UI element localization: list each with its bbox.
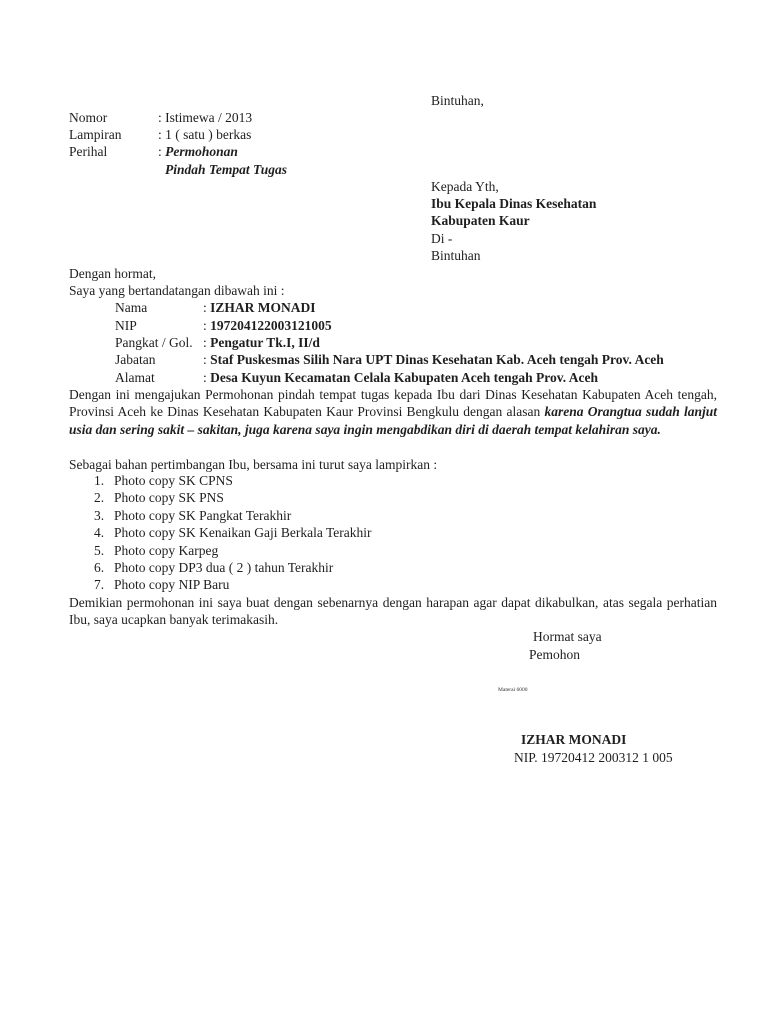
- list-number: 6.: [94, 560, 105, 576]
- identity-label: Pangkat / Gol.: [115, 335, 193, 350]
- recipient-line5: Bintuhan: [431, 248, 481, 263]
- nomor-value: : Istimewa / 2013: [158, 110, 253, 125]
- meta-nomor: [69, 109, 252, 126]
- perihal-value-1: Permohonan: [165, 144, 238, 159]
- list-item: [69, 472, 372, 489]
- body-paragraph: [69, 386, 717, 438]
- identity-value: 197204122003121005: [210, 318, 332, 333]
- identity-colon: :: [203, 300, 211, 315]
- identity-colon: :: [203, 370, 211, 385]
- perihal-colon: :: [158, 144, 166, 159]
- list-item: [69, 576, 372, 593]
- list-text: Photo copy DP3 dua ( 2 ) tahun Terakhir: [114, 560, 334, 576]
- list-number: 1.: [94, 473, 105, 488]
- signature-role: Pemohon: [529, 647, 581, 662]
- intro: Saya yang bertandatangan dibawah ini :: [69, 283, 285, 298]
- list-text: Photo copy SK Pangkat Terakhir: [114, 507, 292, 523]
- lampiran-value: : 1 ( satu ) berkas: [158, 127, 252, 142]
- signature-salutation: Hormat saya: [533, 629, 602, 644]
- recipient-line3: Kabupaten Kaur: [431, 213, 530, 228]
- list-text: Photo copy Karpeg: [114, 542, 219, 558]
- closing-paragraph: Demikian permohonan ini saya buat dengan sebenarnya dengan harapan agar dapat dikabulkan, atas segala perhatian Ibu, saya ucapkan banyak terimakasih.: [69, 595, 717, 628]
- identity-value: Pengatur Tk.I, II/d: [210, 335, 320, 350]
- identity-row: [115, 334, 320, 352]
- identity-row: [115, 299, 316, 317]
- list-item: [69, 559, 372, 576]
- body-plain: Dengan ini mengajukan Permohonan pindah tempat tugas kepada Ibu dari Dinas Kesehatan Kabupaten Aceh tengah, Provinsi Aceh ke Dinas Kesehatan Kabupaten Kaur Provinsi Bengkulu dengan alasan: [69, 387, 717, 420]
- identity-colon: :: [203, 352, 211, 367]
- meta-perihal: [69, 143, 238, 160]
- list-number: 7.: [94, 577, 105, 593]
- identity-row: [115, 369, 598, 387]
- recipient-line4: Di -: [431, 231, 453, 246]
- greeting: Dengan hormat,: [69, 266, 156, 281]
- identity-label: Alamat: [115, 370, 155, 385]
- perihal-value-2: Pindah Tempat Tugas: [165, 162, 288, 177]
- list-text: Photo copy NIP Baru: [114, 577, 230, 593]
- list-text: Photo copy SK Kenaikan Gaji Berkala Terakhir: [114, 525, 372, 541]
- list-number: 3.: [94, 507, 105, 523]
- place-date: Bintuhan,: [431, 93, 484, 108]
- attachments-intro: Sebagai bahan pertimbangan Ibu, bersama ini turut saya lampirkan :: [69, 457, 438, 472]
- identity-label: Jabatan: [115, 352, 156, 367]
- stamp-placeholder: Materai 6000: [498, 687, 528, 693]
- attachments-list: [69, 472, 372, 594]
- identity-colon: :: [203, 335, 211, 350]
- identity-value: IZHAR MONADI: [210, 300, 316, 315]
- list-number: 2.: [94, 490, 105, 506]
- recipient-line2: Ibu Kepala Dinas Kesehatan: [431, 196, 597, 211]
- list-item: [69, 507, 372, 524]
- signature-name: IZHAR MONADI: [521, 732, 627, 747]
- list-item: [69, 524, 372, 541]
- list-text: Photo copy SK CPNS: [114, 473, 233, 488]
- identity-label: Nama: [115, 300, 148, 315]
- identity-value: Staf Puskesmas Silih Nara UPT Dinas Kesehatan Kab. Aceh tengah Prov. Aceh: [210, 352, 664, 367]
- nomor-label: Nomor: [69, 110, 108, 125]
- identity-colon: :: [203, 318, 211, 333]
- identity-value: Desa Kuyun Kecamatan Celala Kabupaten Aceh tengah Prov. Aceh: [210, 370, 599, 385]
- identity-row: [115, 351, 664, 369]
- list-number: 5.: [94, 542, 105, 558]
- list-text: Photo copy SK PNS: [114, 490, 224, 506]
- list-number: 4.: [94, 525, 105, 541]
- identity-label: NIP: [115, 318, 137, 333]
- lampiran-label: Lampiran: [69, 127, 122, 142]
- list-item: [69, 489, 372, 506]
- recipient-line1: Kepada Yth,: [431, 179, 499, 194]
- list-item: [69, 542, 372, 559]
- meta-lampiran: [69, 126, 251, 143]
- perihal-label: Perihal: [69, 144, 108, 159]
- body-emphasis: karena Orangtua sudah lanjut usia dan sering sakit – sakitan, juga karena saya ingin mengabdikan diri di daerah tempat kelahiran saya.: [69, 404, 718, 437]
- identity-row: [115, 317, 332, 335]
- signature-nip: NIP. 19720412 200312 1 005: [514, 750, 673, 765]
